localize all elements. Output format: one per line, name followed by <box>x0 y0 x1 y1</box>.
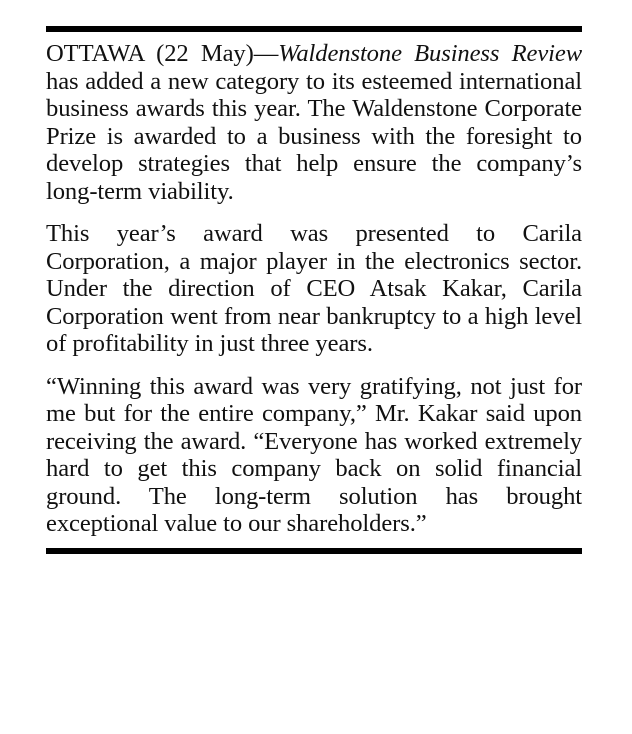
paragraph-1 <box>46 40 582 205</box>
dateline: OTTAWA (22 May)— <box>46 40 279 67</box>
paragraph-3: “Winning this award was very gratifying, not just for me but for the entire company,” Mr. Kakar said upon receiving the award. “Everyone has worked extremely hard to get this company back on solid financial ground. The long-term solution has brought exceptional value to our shareholders.” <box>46 372 582 537</box>
article <box>46 26 582 554</box>
publication-name: Waldenstone Business Review <box>278 40 582 67</box>
paragraph-1-text: has added a new category to its esteemed international business awards this year. The Waldenstone Corporate Prize is awarded to a business with the foresight to develop strategies that help ensure the company’s long-term viability. <box>46 67 582 205</box>
bottom-rule <box>46 548 582 554</box>
article-body <box>46 32 582 548</box>
paragraph-2: This year’s award was presented to Carila Corporation, a major player in the electronics sector. Under the direction of CEO Atsak Kakar, Carila Corporation went from near bankruptcy to a high level of profitability in just three years. <box>46 220 582 357</box>
